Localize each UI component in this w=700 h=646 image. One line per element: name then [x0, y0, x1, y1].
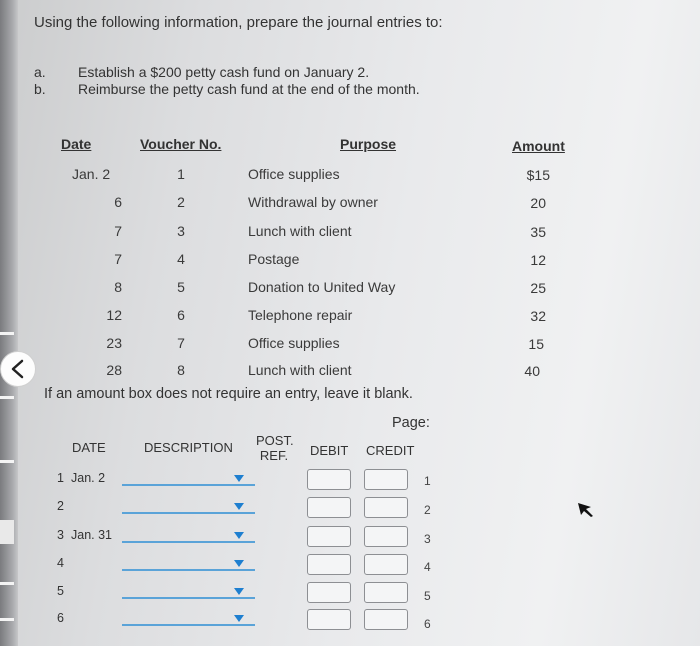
info-purpose: Office supplies	[248, 166, 340, 182]
credit-input[interactable]	[364, 582, 408, 603]
dropdown-arrow-icon[interactable]	[234, 475, 244, 482]
journal-row-number-right: 1	[424, 474, 431, 488]
debit-input[interactable]	[307, 554, 351, 575]
info-voucher: 2	[177, 194, 185, 210]
info-purpose: Donation to United Way	[248, 279, 396, 295]
dropdown-arrow-icon[interactable]	[234, 588, 244, 595]
info-date: 23	[106, 335, 122, 351]
info-amount: 25	[530, 280, 546, 296]
mouse-pointer-icon	[577, 502, 595, 518]
info-purpose: Postage	[248, 251, 300, 267]
credit-input[interactable]	[364, 609, 408, 630]
journal-row-number-right: 6	[424, 617, 431, 631]
journal-row-number: 4	[57, 556, 64, 570]
info-voucher: 4	[177, 251, 185, 267]
info-header-amount: Amount	[512, 138, 565, 154]
journal-header-post-ref-line2: REF.	[259, 448, 289, 463]
journal-row-number-right: 2	[424, 503, 431, 517]
journal-header-credit: CREDIT	[366, 443, 415, 458]
dropdown-arrow-icon[interactable]	[234, 503, 244, 510]
debit-input[interactable]	[307, 526, 351, 547]
info-header-date: Date	[61, 136, 92, 152]
journal-row-number-right: 3	[424, 532, 431, 546]
debit-input[interactable]	[307, 609, 351, 630]
info-amount: 12	[530, 252, 546, 268]
bezel-mark	[0, 396, 14, 399]
info-date: 6	[114, 194, 122, 210]
info-purpose: Withdrawal by owner	[248, 194, 378, 210]
instruction-text: If an amount box does not require an entry, leave it blank.	[44, 386, 413, 402]
bezel-mark	[0, 520, 14, 544]
requirement-letter: a.	[34, 64, 46, 80]
info-purpose: Lunch with client	[248, 362, 352, 378]
journal-row-number: 1	[57, 471, 64, 485]
journal-header-debit: DEBIT	[310, 443, 349, 458]
description-dropdown[interactable]	[122, 624, 255, 626]
dropdown-arrow-icon[interactable]	[234, 560, 244, 567]
description-dropdown[interactable]	[122, 597, 255, 599]
info-date: 7	[114, 251, 122, 267]
device-bezel	[0, 0, 18, 646]
info-amount: 20	[530, 195, 546, 211]
info-date: Jan. 2	[72, 166, 111, 182]
info-amount: 32	[530, 308, 546, 324]
info-amount: $15	[526, 167, 550, 183]
info-purpose: Telephone repair	[248, 307, 353, 323]
credit-input[interactable]	[364, 497, 408, 518]
page-label: Page:	[392, 415, 430, 431]
credit-input[interactable]	[364, 469, 408, 490]
question-title: Using the following information, prepare the journal entries to:	[34, 14, 443, 31]
description-dropdown[interactable]	[122, 512, 255, 514]
info-header-voucher: Voucher No.	[140, 136, 222, 152]
info-amount: 40	[524, 363, 540, 379]
requirement-text: Establish a $200 petty cash fund on January 2.	[78, 64, 370, 80]
bezel-mark	[0, 460, 14, 463]
journal-row-number: 6	[57, 611, 64, 625]
debit-input[interactable]	[307, 497, 351, 518]
info-header-purpose: Purpose	[340, 136, 397, 152]
info-date: 28	[106, 362, 122, 378]
back-button[interactable]	[0, 351, 36, 387]
journal-row-date: Jan. 31	[71, 528, 113, 542]
journal-header-date: DATE	[72, 440, 106, 455]
journal-row-date: Jan. 2	[71, 471, 106, 485]
info-voucher: 3	[177, 223, 185, 239]
info-amount: 35	[530, 224, 546, 240]
journal-header-post-ref	[256, 433, 292, 463]
info-voucher: 7	[177, 335, 185, 351]
debit-input[interactable]	[307, 582, 351, 603]
credit-input[interactable]	[364, 526, 408, 547]
dropdown-arrow-icon[interactable]	[234, 615, 244, 622]
journal-row-number-right: 4	[424, 560, 431, 574]
info-purpose: Office supplies	[248, 335, 340, 351]
requirement-text: Reimburse the petty cash fund at the end of the month.	[78, 81, 420, 97]
journal-header-description: DESCRIPTION	[144, 440, 233, 455]
info-purpose: Lunch with client	[248, 223, 352, 239]
info-voucher: 1	[177, 166, 185, 182]
bezel-mark	[0, 582, 14, 585]
bezel-mark	[0, 618, 14, 621]
requirement-letter: b.	[34, 81, 46, 97]
debit-input[interactable]	[307, 469, 351, 490]
journal-row-number: 2	[57, 499, 64, 513]
info-voucher: 5	[177, 279, 185, 295]
description-dropdown[interactable]	[122, 541, 255, 543]
info-date: 8	[114, 279, 122, 295]
info-voucher: 8	[177, 362, 185, 378]
info-amount: 15	[528, 336, 544, 352]
journal-row-number: 3	[57, 528, 64, 542]
info-date: 12	[106, 307, 122, 323]
info-voucher: 6	[177, 307, 185, 323]
journal-header-post-ref-line1: POST.	[256, 433, 294, 448]
info-date: 7	[114, 223, 122, 239]
bezel-mark	[0, 332, 14, 335]
dropdown-arrow-icon[interactable]	[234, 532, 244, 539]
description-dropdown[interactable]	[122, 569, 255, 571]
chevron-left-icon	[9, 359, 27, 379]
journal-row-number-right: 5	[424, 589, 431, 603]
description-dropdown[interactable]	[122, 484, 255, 486]
credit-input[interactable]	[364, 554, 408, 575]
journal-row-number: 5	[57, 584, 64, 598]
